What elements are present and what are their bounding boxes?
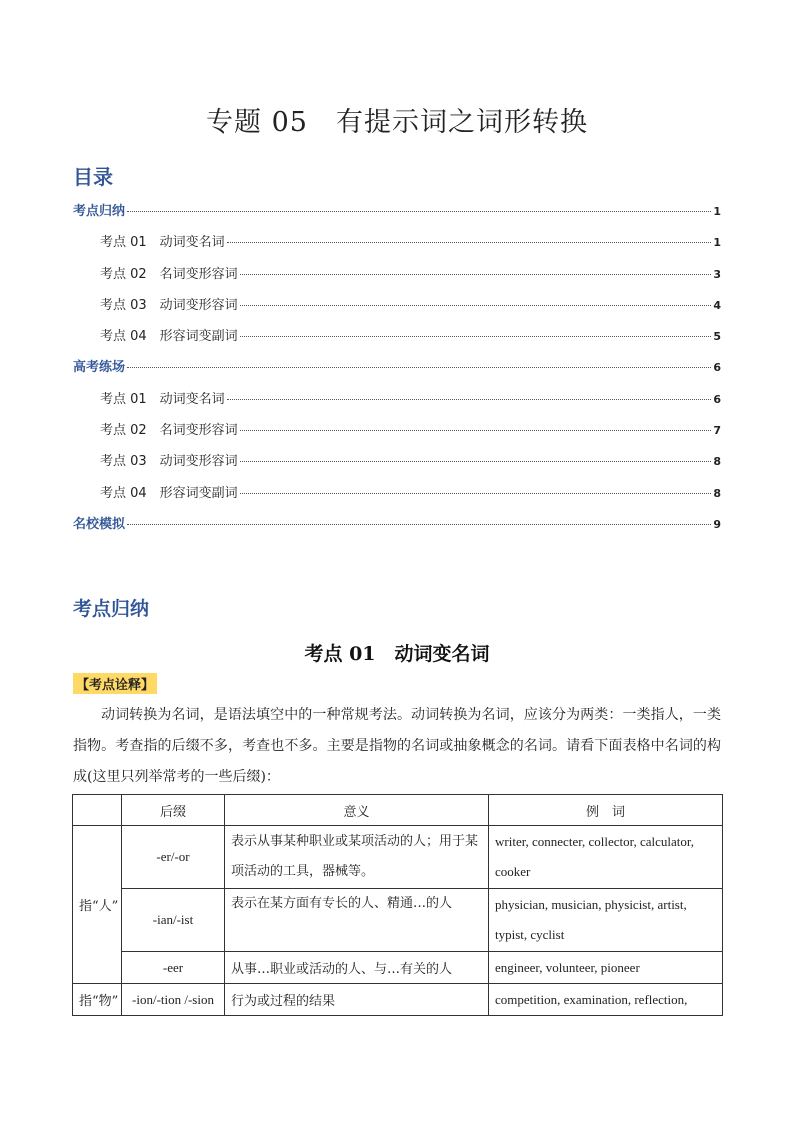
examples-cell: engineer, volunteer, pioneer bbox=[489, 952, 723, 984]
toc-entry-page: 7 bbox=[713, 424, 721, 438]
table-row bbox=[73, 889, 723, 952]
section-heading: 考点归纳 bbox=[73, 598, 150, 620]
toc-leader-dots bbox=[240, 274, 712, 275]
toc-entry-page: 8 bbox=[713, 486, 721, 500]
table-header: 例 词 bbox=[489, 795, 723, 826]
suffix-cell: -ian/-ist bbox=[122, 889, 225, 952]
table-header bbox=[73, 795, 122, 826]
toc-entry-page: 1 bbox=[713, 236, 721, 250]
intro-paragraph: 动词转换为名词，是语法填空中的一种常规考法。动词转换为名词，应该分为两类：一类指人，一类指物。考查指的后缀不多，考查也不多。主要是指物的名词或抽象概念的名词。请看下面表格中名词的构成(这里只列举常考的一些后缀)： bbox=[73, 707, 721, 785]
toc-leader-dots bbox=[240, 461, 712, 462]
toc-entry-page: 1 bbox=[713, 205, 721, 218]
examples-cell: writer, connecter, collector, calculator, cooker bbox=[489, 826, 723, 889]
toc-entry-label: 名校模拟 bbox=[73, 516, 126, 532]
toc-entry[interactable] bbox=[73, 200, 721, 231]
toc-leader-dots bbox=[240, 493, 712, 494]
table-row bbox=[73, 826, 723, 889]
toc-entry-label: 考点 03 动词变形容词 bbox=[100, 454, 238, 470]
suffix-cell: -eer bbox=[122, 952, 225, 984]
toc-leader-dots bbox=[127, 524, 711, 525]
toc-entry[interactable] bbox=[73, 482, 721, 513]
toc-entry-label: 考点 04 形容词变副词 bbox=[100, 329, 238, 345]
table-header: 后缀 bbox=[122, 795, 225, 826]
toc-entry[interactable] bbox=[73, 450, 721, 481]
toc-entry-page: 3 bbox=[713, 267, 721, 281]
toc-entry-label: 考点 02 名词变形容词 bbox=[100, 266, 238, 282]
table-header-row bbox=[73, 795, 723, 826]
toc-heading: 目录 bbox=[73, 165, 113, 189]
group-label-person: 指“人” bbox=[73, 826, 122, 984]
toc-leader-dots bbox=[127, 367, 711, 368]
toc-entry-label: 考点 03 动词变形容词 bbox=[100, 297, 238, 313]
table-of-contents bbox=[73, 200, 721, 544]
toc-entry[interactable] bbox=[73, 513, 721, 544]
examples-cell: physician, musician, physicist, artist, typist, cyclist bbox=[489, 889, 723, 952]
toc-leader-dots bbox=[227, 242, 712, 243]
table-row bbox=[73, 984, 723, 1016]
toc-entry-page: 6 bbox=[713, 392, 721, 406]
toc-entry-page: 8 bbox=[713, 455, 721, 469]
toc-entry-label: 考点 02 名词变形容词 bbox=[100, 423, 238, 439]
suffix-table bbox=[72, 794, 723, 1016]
suffix-cell: -er/-or bbox=[122, 826, 225, 889]
toc-entry-label: 考点 01 动词变名词 bbox=[100, 391, 225, 407]
toc-entry-label: 考点 04 形容词变副词 bbox=[100, 485, 238, 501]
toc-leader-dots bbox=[240, 336, 712, 337]
group-label-thing: 指“物” bbox=[73, 984, 122, 1016]
toc-entry[interactable] bbox=[73, 388, 721, 419]
toc-entry[interactable] bbox=[73, 419, 721, 450]
examples-cell: competition, examination, reflection, bbox=[489, 984, 723, 1016]
toc-entry-label: 高考练场 bbox=[73, 360, 126, 376]
toc-entry[interactable] bbox=[73, 356, 721, 387]
toc-leader-dots bbox=[227, 399, 712, 400]
toc-entry[interactable] bbox=[73, 263, 721, 294]
suffix-cell: -ion/-tion /-sion bbox=[122, 984, 225, 1016]
table-row bbox=[73, 952, 723, 984]
toc-entry-page: 4 bbox=[713, 298, 721, 312]
point-title: 考点 01 动词变名词 bbox=[304, 643, 490, 665]
meaning-cell: 行为或过程的结果 bbox=[225, 984, 489, 1016]
toc-entry[interactable] bbox=[73, 325, 721, 356]
meaning-cell: 从事…职业或活动的人、与…有关的人 bbox=[225, 952, 489, 984]
toc-entry-page: 5 bbox=[713, 330, 721, 344]
meaning-cell: 表示在某方面有专长的人、精通…的人 bbox=[225, 889, 489, 952]
toc-leader-dots bbox=[127, 211, 711, 212]
toc-entry[interactable] bbox=[73, 231, 721, 262]
meaning-cell: 表示从事某种职业或某项活动的人；用于某项活动的工具，器械等。 bbox=[225, 826, 489, 889]
table-header: 意义 bbox=[225, 795, 489, 826]
toc-leader-dots bbox=[240, 430, 712, 431]
toc-entry-label: 考点 01 动词变名词 bbox=[100, 235, 225, 251]
document-title: 专题 05 有提示词之词形转换 bbox=[206, 107, 588, 138]
toc-leader-dots bbox=[240, 305, 712, 306]
toc-entry-page: 9 bbox=[713, 517, 721, 531]
explanation-tag: 【考点诠释】 bbox=[73, 673, 157, 694]
toc-entry[interactable] bbox=[73, 294, 721, 325]
toc-entry-page: 6 bbox=[713, 361, 721, 375]
toc-entry-label: 考点归纳 bbox=[73, 204, 126, 219]
